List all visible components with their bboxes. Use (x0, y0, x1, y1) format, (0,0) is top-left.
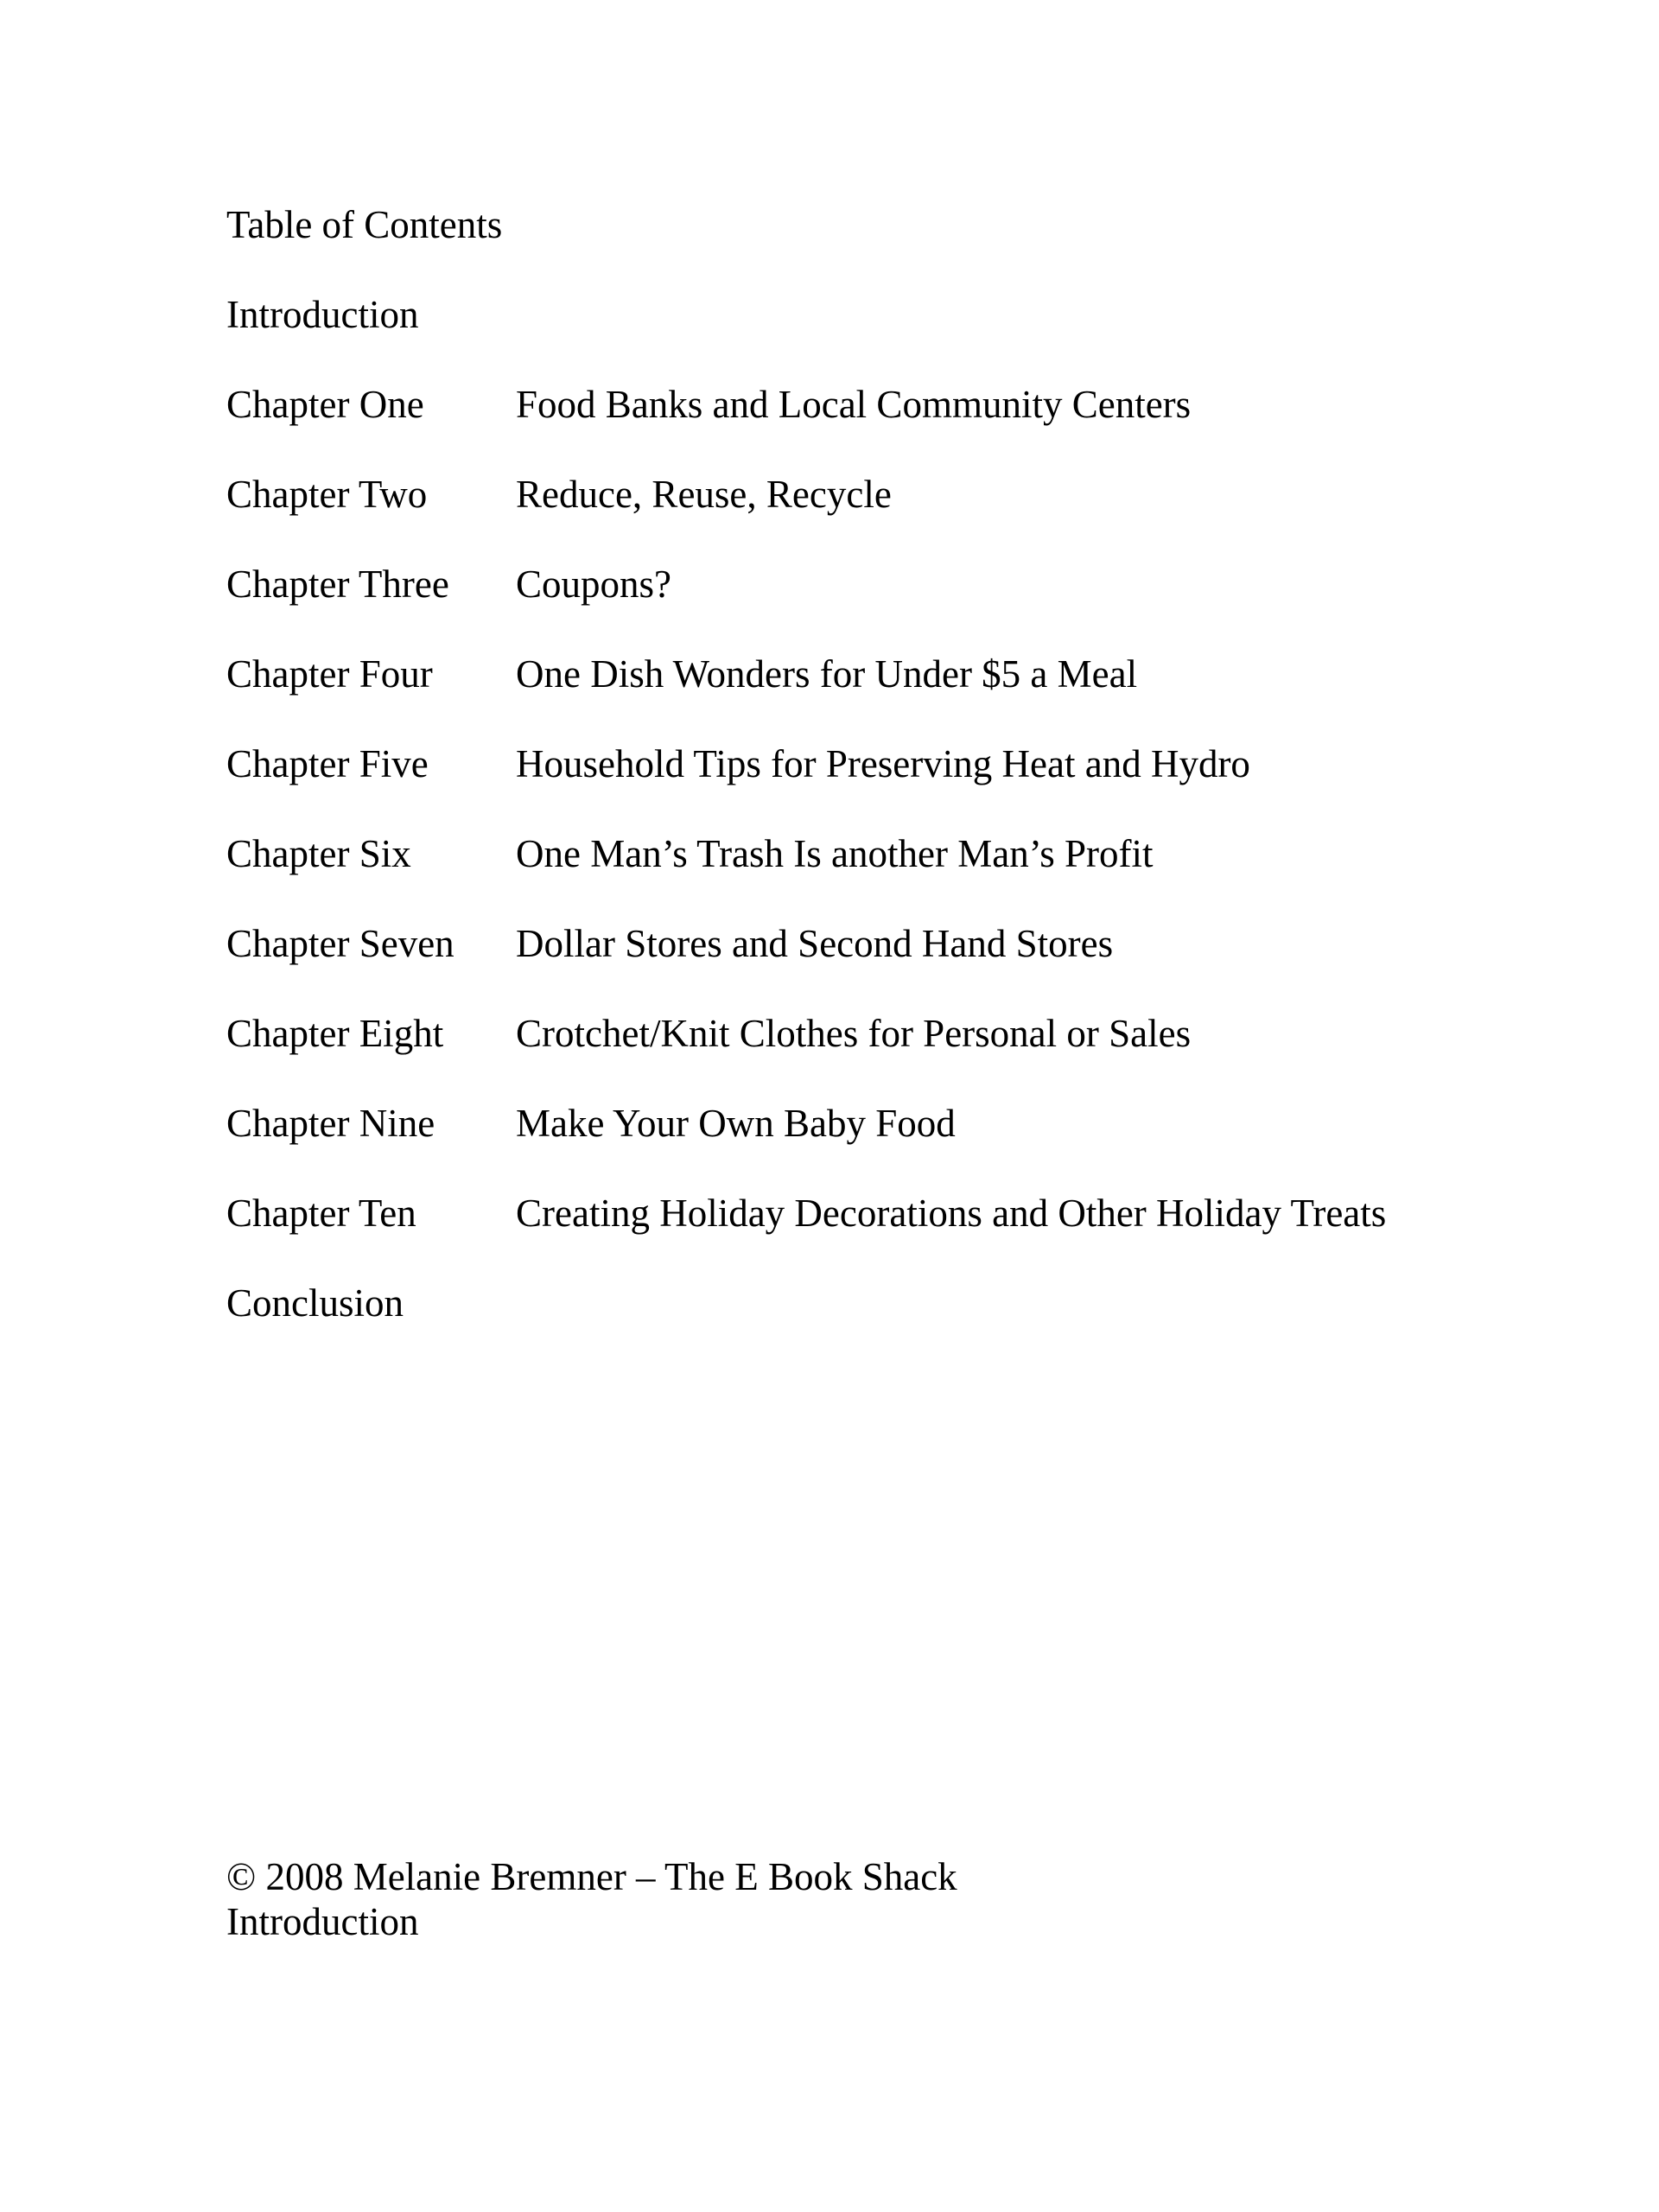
toc-row (226, 809, 1573, 899)
toc-row (226, 359, 1573, 449)
toc-row (226, 1078, 1573, 1168)
toc-entry-label: Chapter Four (226, 652, 433, 696)
toc-entry-title: One Dish Wonders for Under $5 a Meal (516, 652, 1138, 696)
toc-entry-title: Dollar Stores and Second Hand Stores (516, 922, 1114, 965)
footer-section-label: Introduction (226, 1900, 419, 1943)
toc-entry-title: Reduce, Reuse, Recycle (516, 473, 892, 516)
toc-row (226, 988, 1573, 1078)
toc-entry-label: Chapter Eight (226, 1012, 444, 1055)
toc-entry-title: Food Banks and Local Community Centers (516, 383, 1192, 426)
toc-entry-label: Introduction (226, 293, 419, 336)
toc-entry-label: Chapter Seven (226, 922, 454, 965)
toc-entry-title: One Man’s Trash Is another Man’s Profit (516, 832, 1154, 875)
toc-entry-label: Chapter Six (226, 832, 411, 875)
toc-entry-list (226, 270, 1573, 1348)
toc-entry-label: Chapter Five (226, 742, 429, 785)
toc-row (226, 1168, 1573, 1258)
toc-entry-label: Chapter Nine (226, 1102, 435, 1145)
toc-row (226, 1258, 1573, 1348)
toc-entry-label: Conclusion (226, 1281, 404, 1325)
toc-row (226, 270, 1573, 359)
page-footer (226, 1854, 957, 1944)
toc-entry-title: Coupons? (516, 563, 671, 606)
toc-row (226, 899, 1573, 988)
footer-copyright: © 2008 Melanie Bremner – The E Book Shack (226, 1855, 957, 1898)
toc-heading: Table of Contents (226, 203, 503, 246)
toc-entry-label: Chapter One (226, 383, 424, 426)
toc-row (226, 719, 1573, 809)
toc-entry-title: Make Your Own Baby Food (516, 1102, 956, 1145)
toc-entry-label: Chapter Three (226, 563, 449, 606)
toc-row (226, 539, 1573, 629)
toc-entry-title: Creating Holiday Decorations and Other Holiday Treats (516, 1192, 1387, 1235)
toc-row (226, 449, 1573, 539)
table-of-contents (226, 180, 1573, 1348)
toc-entry-label: Chapter Ten (226, 1192, 416, 1235)
toc-entry-title: Crotchet/Knit Clothes for Personal or Sales (516, 1012, 1192, 1055)
toc-entry-label: Chapter Two (226, 473, 428, 516)
toc-entry-title: Household Tips for Preserving Heat and Hydro (516, 742, 1250, 785)
toc-row (226, 629, 1573, 719)
